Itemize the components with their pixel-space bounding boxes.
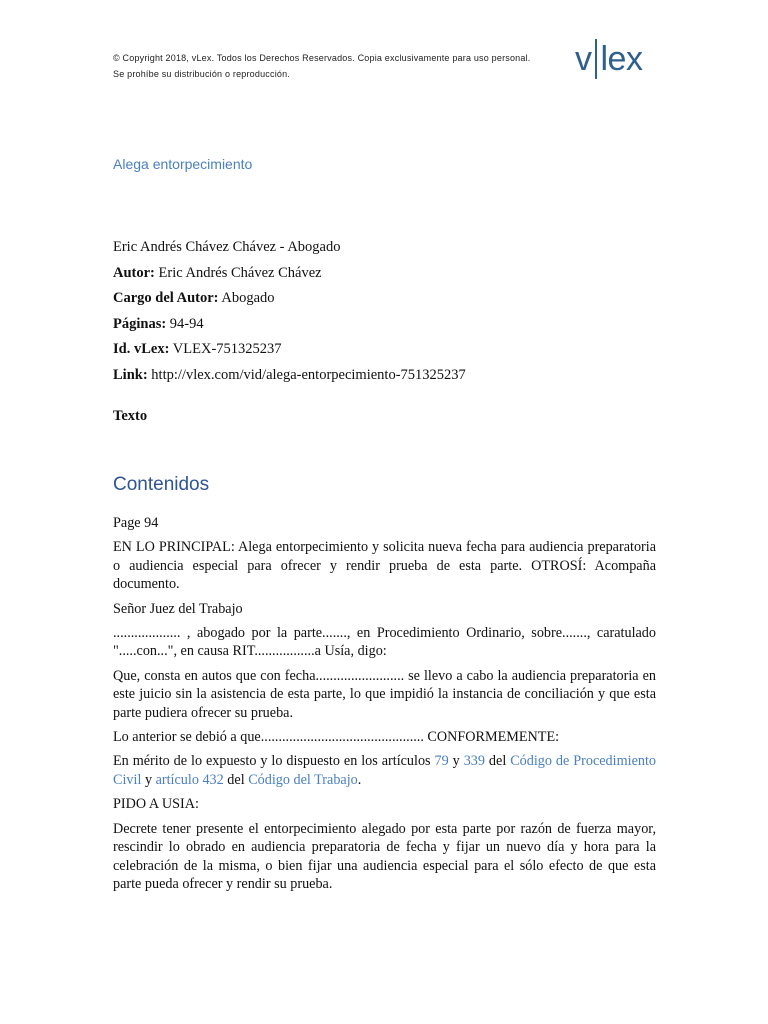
copyright-notice [113,50,573,82]
link-article-79[interactable]: 79 [434,753,449,770]
paragraph-intro: ................... , abogado por la parte......., en Procedimiento Ordinario, sobre......., caratulado ".....con...", en causa RIT.................a Usía, digo: [113,625,656,660]
link-value[interactable]: http://vlex.com/vid/alega-entorpecimiento-751325237 [151,366,466,383]
document-metadata [113,235,466,389]
id-value: VLEX-751325237 [172,341,282,358]
logo-v: v [575,39,592,78]
legal-text-a: En mérito de lo expuesto y lo dispuesto en los artículos [113,753,435,770]
legal-text-c: del [484,753,511,770]
paragraph-facts: Que, consta en autos que con fecha......................... se llevo a cabo la audiencia preparatoria en este juicio sin la asistencia de esta parte, lo que impidió la instancia de conciliación y que esta parte pudiera ofrecer su prueba. [113,667,656,721]
paragraph-petition: Decrete tener presente el entorpecimiento alegado por esta parte por razón de fuerza mayor, rescindir lo obrado en audiencia preparatoria de fecha y fijar un nuevo día y hora para la celebración de la misma, o bien fijar una audiencia especial para el sólo efecto de que esta parte pueda ofrecer y rendir su prueba. [113,820,656,892]
document-body [113,514,656,899]
page-number: Page 94 [113,515,159,531]
autor-row [113,261,466,287]
texto-label: Texto [113,408,148,424]
link-label: Link: [113,366,148,383]
link-article-339[interactable]: 339 [463,753,485,770]
autor-label: Autor: [113,264,155,281]
autor-value: Eric Andrés Chávez Chávez [158,264,322,281]
logo-divider [595,39,597,79]
paragraph-reason: Lo anterior se debió a que.............................................. CONFORMEMENTE: [113,729,560,746]
link-codigo-del-trabajo[interactable]: Código del Trabajo [248,771,358,788]
legal-text-f: . [357,771,362,788]
paragraph-legal-basis [113,752,656,789]
id-row [113,337,466,363]
link-row [113,363,466,389]
vlex-logo [575,36,642,82]
paragraph-principal: EN LO PRINCIPAL: Alega entorpecimiento y solicita nueva fecha para audiencia preparatoria o audiencia especial para ofrecer y rendir prueba de esta parte. OTROSÍ: Acompaña documento. [113,539,656,593]
author-line: Eric Andrés Chávez Chávez - Abogado [113,239,341,255]
paragraph-addressee: Señor Juez del Trabajo [113,600,243,617]
cargo-row [113,286,466,312]
paragraph-petition-heading: PIDO A USIA: [113,796,199,813]
copyright-line-2: Se prohíbe su distribución o reproducción. [113,69,291,79]
paginas-label: Páginas: [113,315,167,332]
paginas-row [113,312,466,338]
cargo-label: Cargo del Autor: [113,290,219,307]
id-label: Id. vLex: [113,341,170,358]
link-codigo-procedimiento-civil[interactable]: Código de Procedimiento Civil [113,753,656,788]
link-article-432[interactable]: artículo 432 [155,771,224,788]
paginas-value: 94-94 [169,315,204,332]
legal-text-d: y [141,771,156,788]
legal-text-b: y [448,753,464,770]
document-title: Alega entorpecimiento [113,156,253,172]
legal-text-e: del [223,771,249,788]
contents-heading: Contenidos [113,474,210,495]
copyright-line-1: © Copyright 2018, vLex. Todos los Derechos Reservados. Copia exclusivamente para uso personal. [113,53,531,63]
logo-lex: lex [600,39,643,78]
cargo-value: Abogado [221,290,275,307]
